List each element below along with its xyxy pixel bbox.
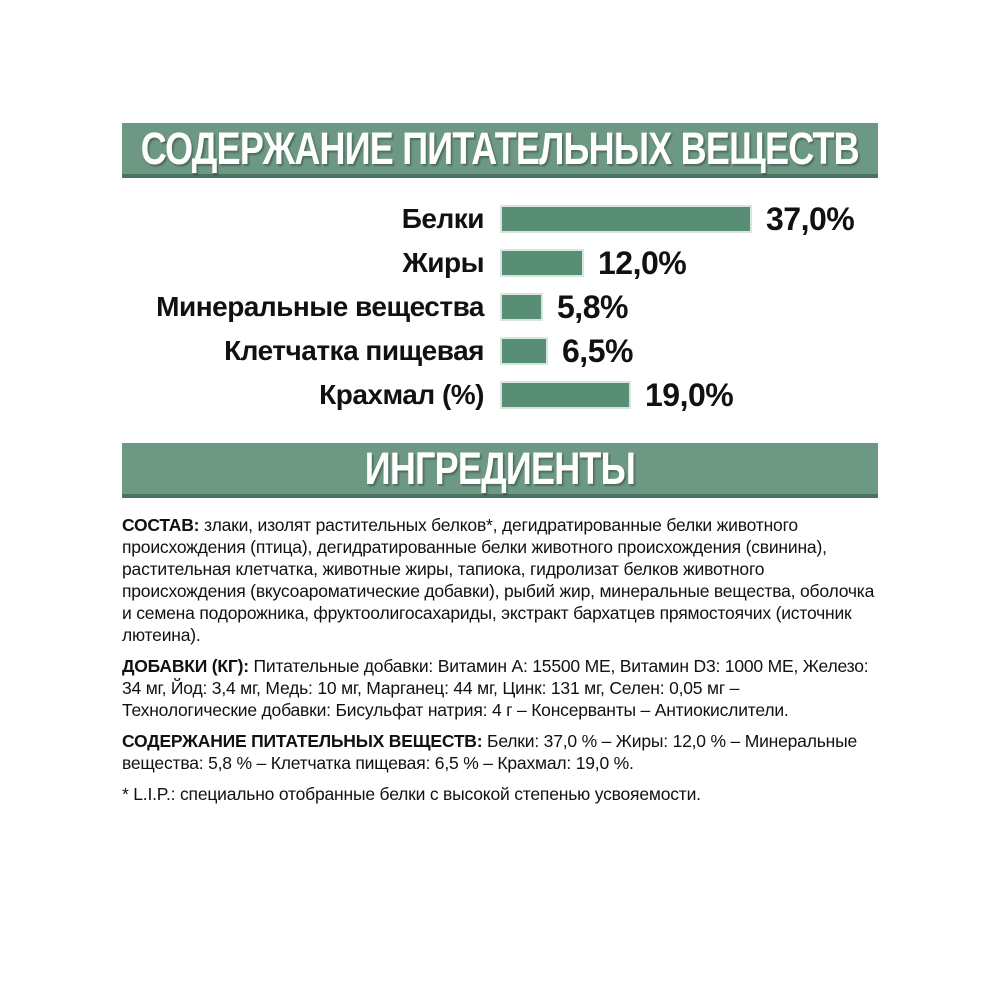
chart-row [122,197,878,241]
chart-category-label: Клетчатка пищевая [224,335,484,366]
nutrient-content-paragraph [122,730,878,774]
composition-label: СОСТАВ: [122,515,200,535]
chart-bar [500,337,548,365]
chart-category-label: Минеральные вещества [156,291,484,322]
chart-value-label: 12,0% [598,244,687,281]
composition-text: злаки, изолят растительных белков*, дегидратированные белки животного происхождения (птица), дегидратированные белки животного происхождения (свинина), растительная клетчатка, животные жиры, тапиока, гидролизат белков животного происхождения (вкусоароматические добавки), рыбий жир, минеральные вещества, оболочка и семена подорожника, фруктоолигосахариды, экстракт бархатцев прямостоячих (источник лютеина). [122,515,875,645]
composition-paragraph [122,514,878,646]
chart-bar [500,205,752,233]
chart-bar [500,293,543,321]
additives-label: ДОБАВКИ (КГ): [122,656,249,676]
lip-footnote-text: * L.I.P.: специально отобранные белки с высокой степенью усвояемости. [122,784,701,804]
ingredients-banner [122,443,878,498]
chart-row [122,329,878,373]
ingredients-banner-title: ИНГРЕДИЕНТЫ [364,443,636,494]
chart-value-label: 19,0% [645,376,734,413]
chart-bar [500,249,584,277]
chart-bar [500,381,631,409]
ingredients-text-section [122,514,878,814]
additives-paragraph [122,655,878,721]
nutrient-content-text: Белки: 37,0 % – Жиры: 12,0 % – Минеральные вещества: 5,8 % – Клетчатка пищевая: 6,5 % – Крахмал: 19,0 %. [122,731,858,773]
chart-value-label: 5,8% [557,288,628,325]
nutrients-banner-title: СОДЕРЖАНИЕ ПИТАТЕЛЬНЫХ ВЕЩЕСТВ [140,123,860,174]
chart-category-label: Крахмал (%) [319,379,484,410]
chart-category-label: Белки [401,203,484,234]
chart-row [122,285,878,329]
chart-value-label: 6,5% [562,332,633,369]
chart-row [122,373,878,417]
chart-value-label: 37,0% [766,200,855,237]
nutrient-bar-chart [122,197,878,417]
nutrients-banner [122,123,878,178]
chart-row [122,241,878,285]
additives-text: Питательные добавки: Витамин A: 15500 МЕ, Витамин D3: 1000 МЕ, Железо: 34 мг, Йод: 3,4 мг, Медь: 10 мг, Марганец: 44 мг, Цинк: 131 мг, Селен: 0,05 мг – Технологические добавки: Бисульфат натрия: 4 г – Консерванты – Антиокислители. [122,656,869,720]
chart-category-label: Жиры [402,247,484,278]
lip-footnote [122,783,878,805]
nutrient-content-label: СОДЕРЖАНИЕ ПИТАТЕЛЬНЫХ ВЕЩЕСТВ: [122,731,483,751]
